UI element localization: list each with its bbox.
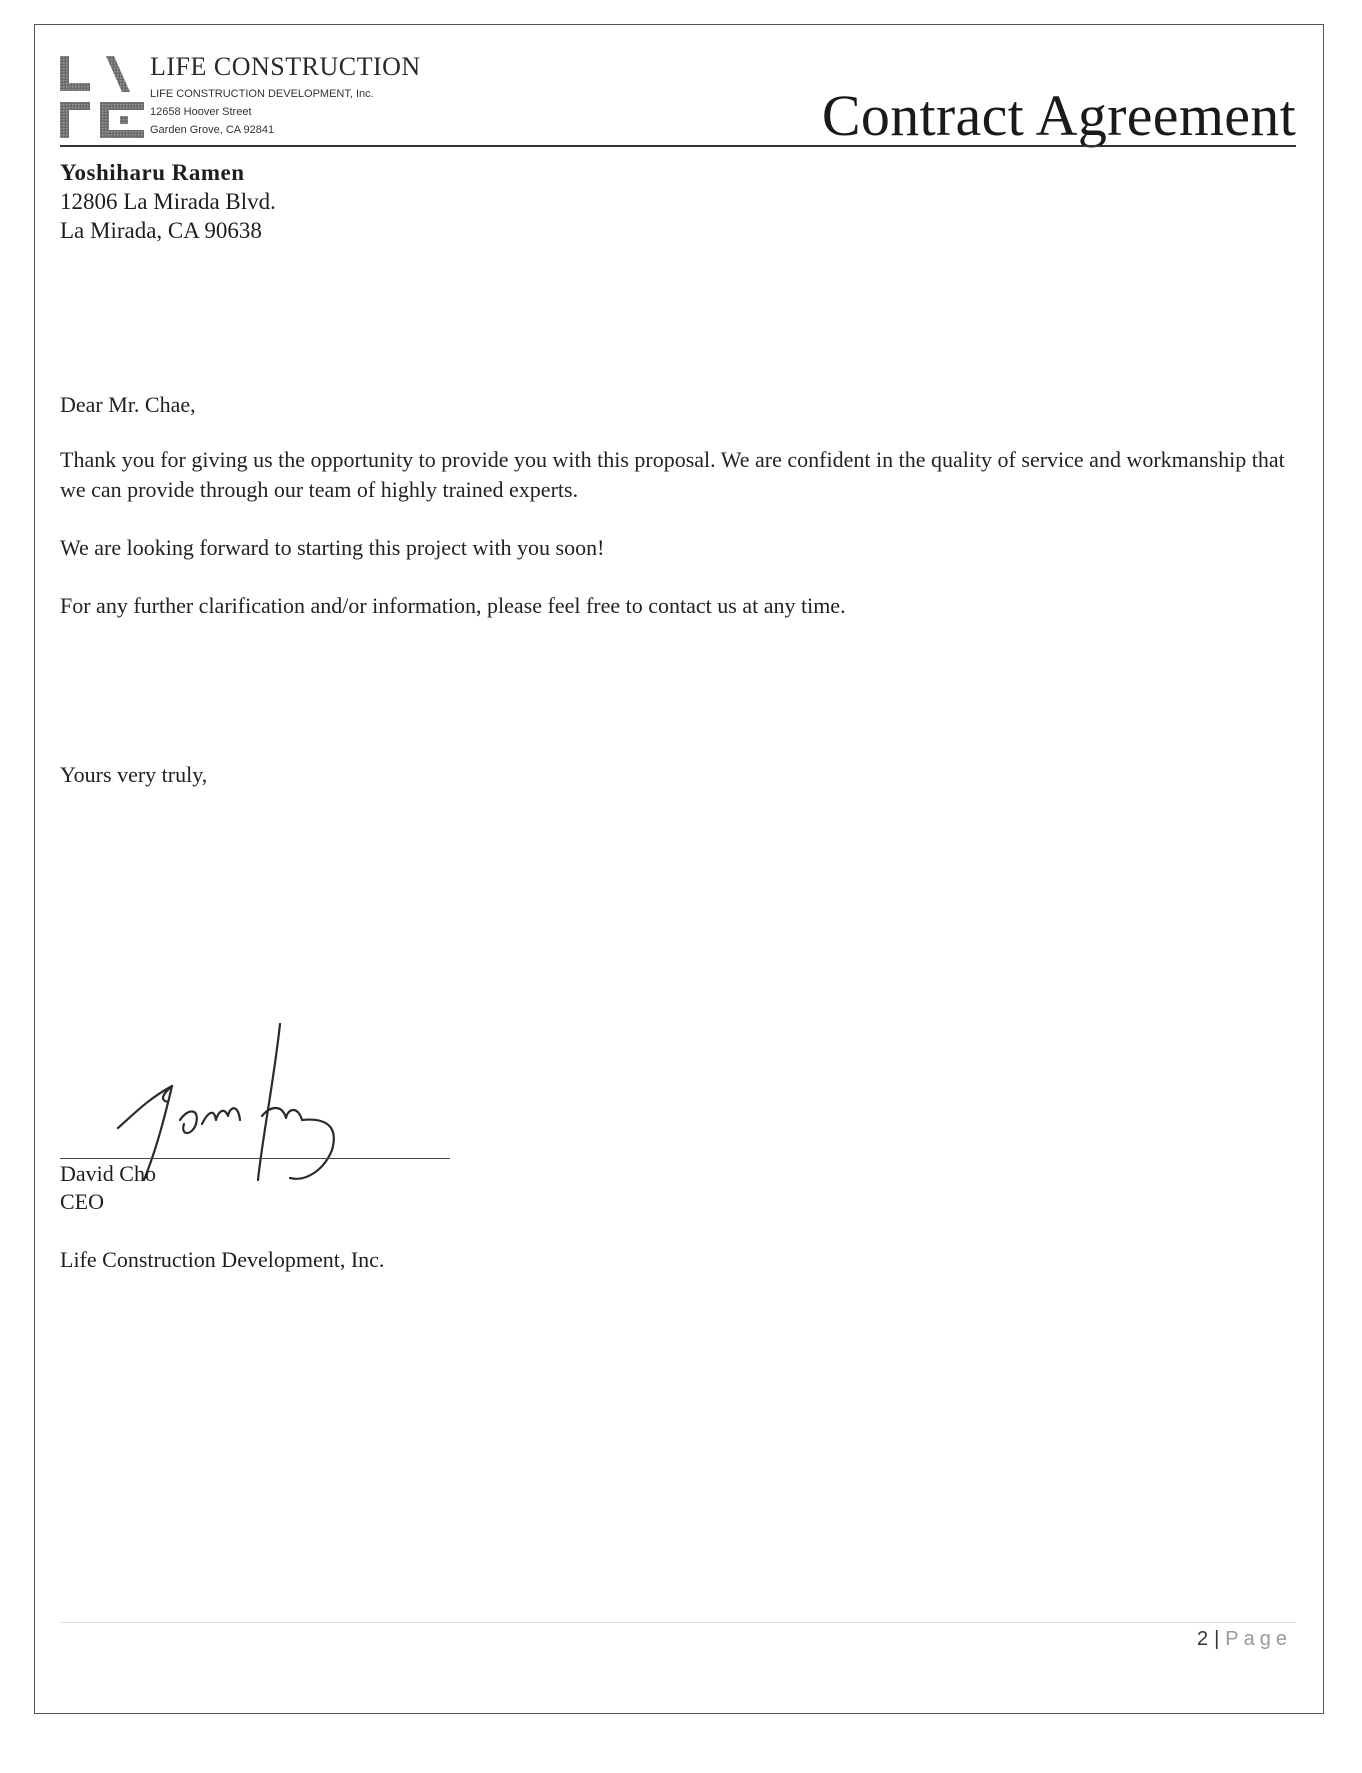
header-divider [60, 145, 1296, 147]
company-street: 12658 Hoover Street [150, 106, 252, 118]
recipient-name: Yoshiharu Ramen [60, 160, 245, 185]
recipient-address [60, 158, 276, 245]
body-paragraph-1: Thank you for giving us the opportunity to provide you with this proposal. We are confident in the quality of service and workmanship that we can provide through our team of highly trained experts. [60, 447, 1285, 502]
footer-divider [60, 1622, 1296, 1623]
body-paragraph-2: We are looking forward to starting this project with you soon! [60, 535, 605, 560]
document-title: Contract Agreement [821, 83, 1296, 148]
lc-monogram-logo [60, 56, 144, 140]
page-label: Page [1225, 1628, 1292, 1650]
company-name: LIFE CONSTRUCTION [150, 52, 421, 81]
company-city: Garden Grove, CA 92841 [150, 124, 275, 136]
page-footer [1197, 1628, 1292, 1651]
salutation: Dear Mr. Chae, [60, 392, 196, 417]
page-number: 2 [1196, 1628, 1209, 1650]
signer-company: Life Construction Development, Inc. [60, 1247, 385, 1272]
recipient-city: La Mirada, CA 90638 [60, 218, 262, 243]
page-border [34, 24, 1324, 1714]
signer-name: David Cho [60, 1161, 156, 1186]
company-legal-name: LIFE CONSTRUCTION DEVELOPMENT, Inc. [150, 88, 374, 100]
page-separator: | [1214, 1628, 1220, 1650]
signature-line [60, 1158, 450, 1159]
body-paragraph-3: For any further clarification and/or information, please feel free to contact us at any time. [60, 593, 846, 618]
signer-block [60, 1160, 156, 1216]
signer-title: CEO [60, 1189, 104, 1214]
closing: Yours very truly, [60, 762, 208, 787]
recipient-street: 12806 La Mirada Blvd. [60, 189, 276, 214]
